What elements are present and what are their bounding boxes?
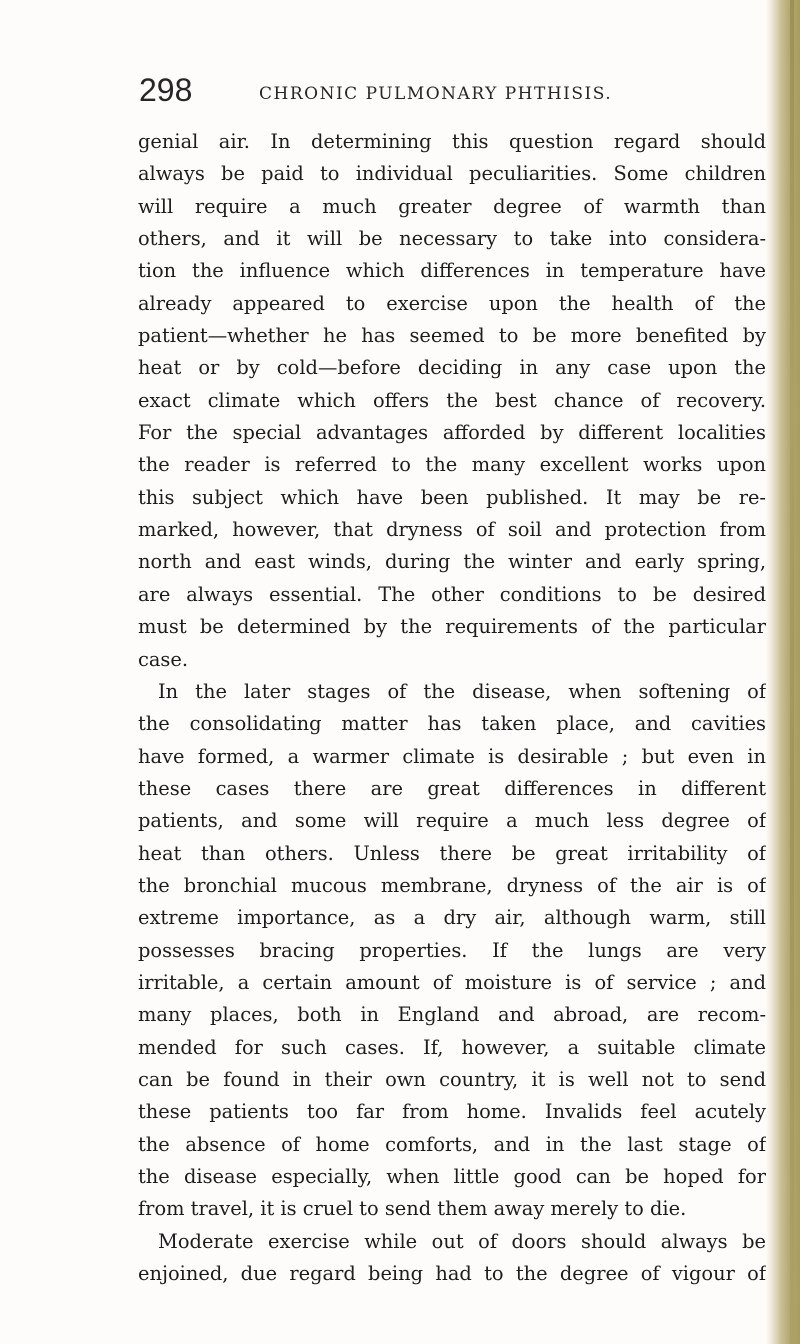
text-line: the disease especially, when little good can be hoped for: [138, 1165, 766, 1188]
text-line: the reader is referred to the many excellent works upon: [138, 453, 766, 477]
text-line: genial air. In determining this question regard should: [138, 130, 766, 153]
text-line: these cases there are great differences in different: [138, 776, 766, 800]
page-edge-shadow: [766, 0, 800, 1344]
text-line: In the later stages of the disease, when softening of: [158, 679, 766, 703]
text-line: marked, however, that dryness of soil and protection from: [138, 518, 766, 542]
text-line: already appeared to exercise upon the health of the: [138, 291, 766, 315]
text-line: north and east winds, during the winter and early spring,: [138, 550, 766, 574]
text-line: heat than others. Unless there be great irritability of: [138, 841, 766, 865]
text-line: have formed, a warmer climate is desirable ; but even in: [138, 744, 766, 768]
text-line: possesses bracing properties. If the lungs are very: [138, 938, 766, 962]
text-line: irritable, a certain amount of moisture is of service ; and: [138, 970, 766, 994]
text-line: always be paid to individual peculiarities. Some children: [138, 162, 766, 186]
text-line: these patients too far from home. Invalids feel acutely: [138, 1100, 766, 1124]
text-line: the bronchial mucous membrane, dryness of the air is of: [138, 873, 766, 897]
text-line: will require a much greater degree of warmth than: [138, 194, 766, 218]
page-number: 298: [139, 72, 193, 108]
text-line: extreme importance, as a dry air, although warm, still: [138, 906, 766, 930]
text-line: the absence of home comforts, and in the last stage of: [138, 1132, 766, 1156]
text-line: exact climate which offers the best chance of recovery.: [138, 388, 766, 412]
text-line: can be found in their own country, it is well not to send: [138, 1067, 766, 1091]
running-title: CHRONIC PULMONARY PHTHISIS.: [259, 84, 613, 104]
text-line: this subject which have been published. It may be re-: [138, 485, 766, 509]
text-line: many places, both in England and abroad, are recom-: [138, 1003, 766, 1027]
text-line: case.: [138, 647, 189, 671]
text-line: patient—whether he has seemed to be more benefited by: [138, 324, 766, 348]
body-text: [138, 126, 766, 1290]
text-line: must be determined by the requirements of the particular: [138, 615, 766, 639]
binding-edge: [790, 0, 794, 1344]
text-line: patients, and some will require a much less degree of: [138, 809, 766, 833]
text-line: For the special advantages afforded by different localities: [138, 421, 766, 445]
text-line: mended for such cases. If, however, a suitable climate: [138, 1035, 766, 1059]
text-line: Moderate exercise while out of doors should always be: [158, 1229, 766, 1253]
text-line: the consolidating matter has taken place, and cavities: [138, 712, 766, 736]
text-line: tion the influence which differences in temperature have: [138, 259, 766, 283]
page-header: [139, 74, 779, 114]
text-line: heat or by cold—before deciding in any case upon the: [138, 356, 766, 380]
text-line: from travel, it is cruel to send them away merely to die.: [138, 1197, 687, 1221]
text-line: are always essential. The other conditions to be desired: [138, 582, 766, 606]
text-line: others, and it will be necessary to take into considera-: [138, 227, 766, 251]
text-line: enjoined, due regard being had to the degree of vigour of: [138, 1262, 766, 1286]
